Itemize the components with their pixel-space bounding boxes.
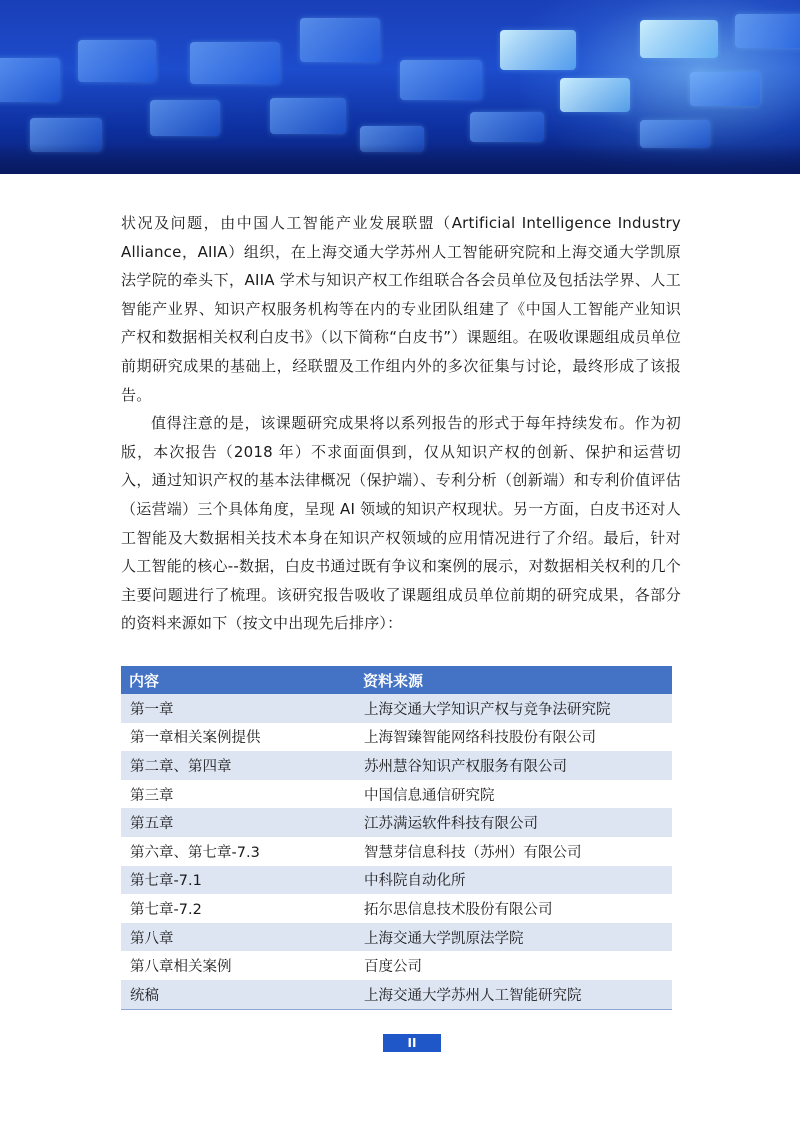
table-row <box>121 866 672 895</box>
table-row <box>121 951 672 980</box>
table-cell: 第一章相关案例提供 <box>121 723 355 752</box>
table-row <box>121 837 672 866</box>
table-row <box>121 980 672 1009</box>
table-cell: 第三章 <box>121 780 355 809</box>
table-header-row <box>121 666 672 694</box>
banner-tile <box>735 14 800 48</box>
body-text <box>121 209 681 638</box>
table-cell: 苏州慧谷知识产权服务有限公司 <box>355 751 672 780</box>
table-row <box>121 780 672 809</box>
table-cell: 百度公司 <box>355 951 672 980</box>
table-cell: 智慧芽信息科技（苏州）有限公司 <box>355 837 672 866</box>
table-row <box>121 723 672 752</box>
banner-tile <box>400 60 482 100</box>
table-cell: 第七章-7.2 <box>121 894 355 923</box>
banner-tile <box>78 40 156 82</box>
table-cell: 上海交通大学苏州人工智能研究院 <box>355 980 672 1009</box>
table-cell: 第八章相关案例 <box>121 951 355 980</box>
paragraph: 状况及问题，由中国人工智能产业发展联盟（Artificial Intelligence Industry Alliance，AIIA）组织，在上海交通大学苏州人工智能研究院和上海交通大学凯原法学院的牵头下，AIIA 学术与知识产权工作组联合各会员单位及包括法学界、人工智能产业界、知识产权服务机构等在内的专业团队组建了《中国人工智能产业知识产权和数据相关权利白皮书》（以下简称“白皮书”）课题组。在吸收课题组成员单位前期研究成果的基础上，经联盟及工作组内外的多次征集与讨论，最终形成了该报告。 <box>121 214 681 404</box>
paragraph: 值得注意的是，该课题研究成果将以系列报告的形式于每年持续发布。作为初版，本次报告（2018 年）不求面面俱到，仅从知识产权的创新、保护和运营切入，通过知识产权的基本法律概况（保护端）、专利分析（创新端）和专利价值评估（运营端）三个具体角度，呈现 AI 领域的知识产权现状。另一方面，白皮书还对人工智能及大数据相关技术本身在知识产权领域的应用情况进行了介绍。最后，针对人工智能的核心--数据，白皮书通过既有争议和案例的展示，对数据相关权利的几个主要问题进行了梳理。该研究报告吸收了课题组成员单位前期的研究成果，各部分的资料来源如下（按文中出现先后排序）： <box>121 414 681 633</box>
table-cell: 第五章 <box>121 808 355 837</box>
column-header-content: 内容 <box>121 666 355 694</box>
table-cell: 上海交通大学知识产权与竞争法研究院 <box>355 694 672 723</box>
table-cell: 中国信息通信研究院 <box>355 780 672 809</box>
table-cell: 第六章、第七章-7.3 <box>121 837 355 866</box>
header-banner <box>0 0 800 174</box>
banner-tile <box>560 78 630 112</box>
table-cell: 上海交通大学凯原法学院 <box>355 923 672 952</box>
banner-tile <box>470 112 544 142</box>
banner-shade <box>0 144 800 174</box>
banner-tile <box>0 58 60 102</box>
banner-tile <box>150 100 220 136</box>
table-cell: 第二章、第四章 <box>121 751 355 780</box>
table-cell: 江苏满运软件科技有限公司 <box>355 808 672 837</box>
banner-tile <box>300 18 380 62</box>
table-cell: 中科院自动化所 <box>355 866 672 895</box>
banner-tile <box>500 30 576 70</box>
table-cell: 第八章 <box>121 923 355 952</box>
source-table <box>121 666 672 1010</box>
table-cell: 统稿 <box>121 980 355 1009</box>
table-cell: 第一章 <box>121 694 355 723</box>
banner-tile <box>690 72 760 106</box>
page-number: II <box>383 1034 441 1052</box>
table-row <box>121 694 672 723</box>
banner-tile <box>270 98 346 134</box>
table-row <box>121 923 672 952</box>
table-cell: 第七章-7.1 <box>121 866 355 895</box>
table-cell: 拓尔思信息技术股份有限公司 <box>355 894 672 923</box>
table-row <box>121 894 672 923</box>
banner-tile <box>640 20 718 58</box>
banner-tile <box>190 42 280 84</box>
table-row <box>121 808 672 837</box>
table-cell: 上海智臻智能网络科技股份有限公司 <box>355 723 672 752</box>
column-header-source: 资料来源 <box>355 666 672 694</box>
table-row <box>121 751 672 780</box>
